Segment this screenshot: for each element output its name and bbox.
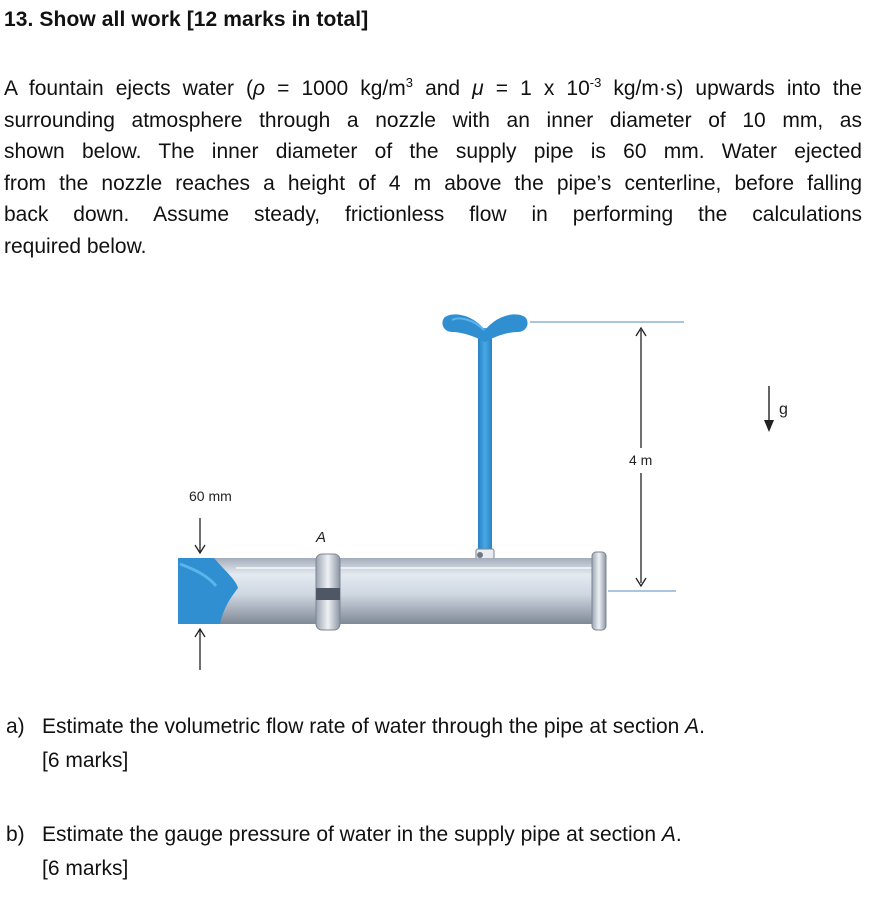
part-b-period: .: [675, 823, 682, 846]
part-a-period: .: [699, 715, 706, 738]
pipe-coupling: [316, 554, 340, 630]
part-a-label: a): [6, 715, 25, 738]
superscript: -3: [589, 75, 602, 90]
part-a: [6, 710, 705, 778]
statement-text: = 1 x 10: [483, 77, 590, 100]
supply-pipe: [178, 552, 606, 630]
height-label: 4 m: [629, 452, 653, 468]
part-b-text: Estimate the gauge pressure of water in the supply pipe at section: [42, 823, 662, 846]
gravity-arrow: [764, 386, 774, 432]
part-b-section: A: [661, 823, 676, 846]
statement-line-3: shown below. The inner diameter of the supply pipe is 60 mm. Water ejected: [4, 140, 862, 163]
diameter-label: 60 mm: [189, 488, 232, 504]
part-b: [6, 818, 682, 886]
statement-line-2: surrounding atmosphere through a nozzle with an inner diameter of 10 mm, as: [4, 108, 862, 132]
statement-line-6: required below.: [4, 234, 147, 258]
statement-text: kg/m·s) upwards into the: [601, 77, 862, 100]
gravity-label: g: [779, 401, 788, 418]
question-heading: 13. Show all work [12 marks in total]: [4, 8, 369, 31]
part-a-section: A: [685, 715, 700, 738]
statement-text: and: [413, 77, 473, 100]
part-b-label: b): [6, 823, 25, 846]
section-label: A: [316, 529, 327, 546]
nozzle-fitting: [476, 549, 494, 559]
statement-line-4: from the nozzle reaches a height of 4 m above the pipe’s centerline, before falling: [4, 171, 862, 195]
part-a-text: Estimate the volumetric flow rate of water through the pipe at section: [42, 715, 686, 738]
part-b-marks: [6 marks]: [42, 857, 129, 880]
diameter-arrow-top: [195, 518, 205, 553]
mu-symbol: μ: [472, 77, 484, 100]
fountain-diagram: [0, 290, 871, 690]
statement-text: = 1000 kg/m: [265, 77, 406, 100]
diameter-arrow-bottom: [195, 629, 205, 670]
water-jet: [442, 314, 527, 554]
statement-line-1: [4, 73, 862, 105]
statement-line-5: back down. Assume steady, frictionless flow in performing the calculations: [4, 203, 862, 226]
superscript: 3: [405, 75, 413, 90]
problem-statement: [4, 73, 862, 262]
part-a-marks: [6 marks]: [42, 749, 129, 772]
rho-symbol: ρ: [253, 77, 266, 100]
statement-text: A fountain ejects water (: [4, 77, 254, 100]
